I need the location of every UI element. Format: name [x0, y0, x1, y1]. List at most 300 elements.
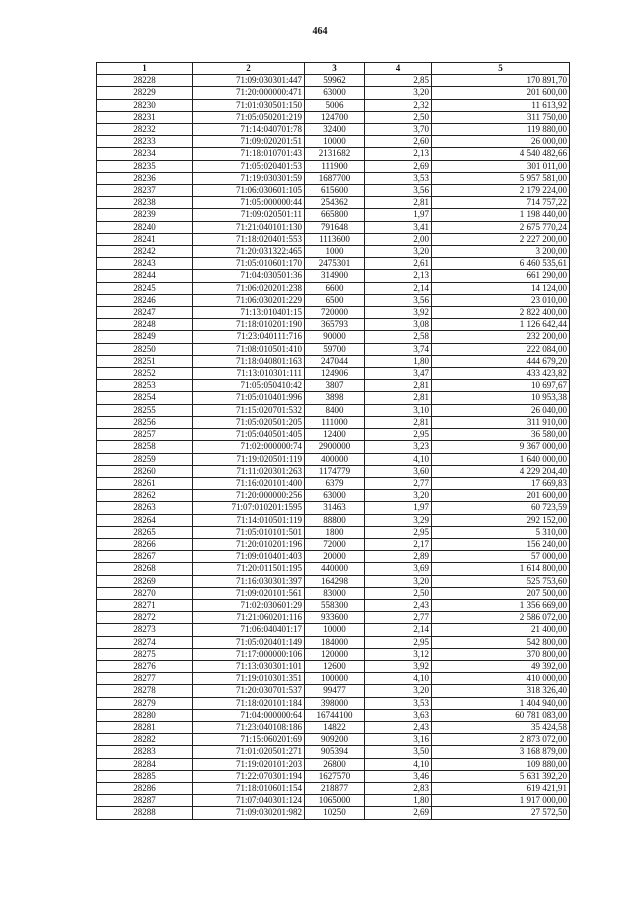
area-cell: 1065000: [305, 795, 365, 807]
area-cell: 440000: [305, 563, 365, 575]
cadastral-number-cell: 71:02:000000:74: [193, 441, 305, 453]
area-cell: 218877: [305, 782, 365, 794]
record-number-cell: 28288: [97, 807, 193, 819]
area-cell: 63000: [305, 87, 365, 99]
rate-cell: 3,47: [365, 368, 432, 380]
amount-cell: 1 404 940,00: [432, 697, 570, 709]
column-header-5: 5: [432, 63, 570, 75]
record-number-cell: 28256: [97, 416, 193, 428]
cadastral-number-cell: 71:06:030201:229: [193, 294, 305, 306]
table-row: [97, 404, 570, 416]
table-row: [97, 343, 570, 355]
area-cell: 5006: [305, 99, 365, 111]
rate-cell: 3,20: [365, 490, 432, 502]
record-number-cell: 28261: [97, 477, 193, 489]
table-row: [97, 87, 570, 99]
amount-cell: 311 910,00: [432, 416, 570, 428]
record-number-cell: 28257: [97, 429, 193, 441]
area-cell: 20000: [305, 551, 365, 563]
table-row: [97, 599, 570, 611]
amount-cell: 444 679,20: [432, 355, 570, 367]
cadastral-number-cell: 71:01:030501:150: [193, 99, 305, 111]
cadastral-number-cell: 71:05:010101:501: [193, 526, 305, 538]
cadastral-number-cell: 71:18:010701:43: [193, 148, 305, 160]
rate-cell: 3,56: [365, 185, 432, 197]
area-cell: 1174779: [305, 465, 365, 477]
rate-cell: 3,74: [365, 343, 432, 355]
rate-cell: 3,16: [365, 734, 432, 746]
area-cell: 665800: [305, 209, 365, 221]
record-number-cell: 28262: [97, 490, 193, 502]
area-cell: 1113600: [305, 233, 365, 245]
rate-cell: 3,23: [365, 441, 432, 453]
cadastral-number-cell: 71:07:010201:1595: [193, 502, 305, 514]
cadastral-number-cell: 71:02:030601:29: [193, 599, 305, 611]
cadastral-number-cell: 71:09:030301:447: [193, 75, 305, 87]
amount-cell: 301 011,00: [432, 160, 570, 172]
amount-cell: 222 084,00: [432, 343, 570, 355]
record-number-cell: 28252: [97, 368, 193, 380]
record-number-cell: 28242: [97, 246, 193, 258]
amount-cell: 36 580,00: [432, 429, 570, 441]
amount-cell: 26 040,00: [432, 404, 570, 416]
cadastral-number-cell: 71:21:040101:130: [193, 221, 305, 233]
area-cell: 720000: [305, 307, 365, 319]
amount-cell: 57 000,00: [432, 551, 570, 563]
cadastral-number-cell: 71:05:010401:996: [193, 392, 305, 404]
area-cell: 83000: [305, 587, 365, 599]
column-header-1: 1: [97, 63, 193, 75]
record-number-cell: 28272: [97, 612, 193, 624]
column-header-2: 2: [193, 63, 305, 75]
amount-cell: 10 697,67: [432, 380, 570, 392]
table-row: [97, 319, 570, 331]
area-cell: 365793: [305, 319, 365, 331]
cadastral-number-cell: 71:19:020501:119: [193, 453, 305, 465]
rate-cell: 3,92: [365, 307, 432, 319]
amount-cell: 119 880,00: [432, 124, 570, 136]
record-number-cell: 28265: [97, 526, 193, 538]
record-number-cell: 28282: [97, 734, 193, 746]
table-row: [97, 770, 570, 782]
table-row: [97, 148, 570, 160]
rate-cell: 2,43: [365, 721, 432, 733]
amount-cell: 60 723,59: [432, 502, 570, 514]
rate-cell: 3,53: [365, 172, 432, 184]
cadastral-number-cell: 71:16:030301:397: [193, 575, 305, 587]
area-cell: 2475301: [305, 258, 365, 270]
rate-cell: 2,61: [365, 258, 432, 270]
record-number-cell: 28270: [97, 587, 193, 599]
record-number-cell: 28244: [97, 270, 193, 282]
amount-cell: 311 750,00: [432, 111, 570, 123]
amount-cell: 410 000,00: [432, 673, 570, 685]
area-cell: 12600: [305, 660, 365, 672]
table-row: [97, 258, 570, 270]
record-number-cell: 28275: [97, 648, 193, 660]
amount-cell: 619 421,91: [432, 782, 570, 794]
amount-cell: 27 572,50: [432, 807, 570, 819]
cadastral-number-cell: 71:11:020301:263: [193, 465, 305, 477]
record-number-cell: 28260: [97, 465, 193, 477]
record-number-cell: 28277: [97, 673, 193, 685]
table-row: [97, 648, 570, 660]
area-cell: 3898: [305, 392, 365, 404]
amount-cell: 232 200,00: [432, 331, 570, 343]
rate-cell: 3,50: [365, 746, 432, 758]
cadastral-number-cell: 71:20:031322:465: [193, 246, 305, 258]
table-row: [97, 368, 570, 380]
amount-cell: 14 124,00: [432, 282, 570, 294]
table-row: [97, 551, 570, 563]
cadastral-number-cell: 71:05:040501:405: [193, 429, 305, 441]
cadastral-number-cell: 71:14:010501:119: [193, 514, 305, 526]
table-row: [97, 514, 570, 526]
amount-cell: 26 000,00: [432, 136, 570, 148]
area-cell: 90000: [305, 331, 365, 343]
record-number-cell: 28254: [97, 392, 193, 404]
cadastral-number-cell: 71:14:040701:78: [193, 124, 305, 136]
cadastral-number-cell: 71:20:010201:196: [193, 538, 305, 550]
rate-cell: 1,80: [365, 355, 432, 367]
amount-cell: 370 800,00: [432, 648, 570, 660]
table-row: [97, 294, 570, 306]
cadastral-number-cell: 71:15:060201:69: [193, 734, 305, 746]
table-row: [97, 563, 570, 575]
table-row: [97, 380, 570, 392]
record-number-cell: 28248: [97, 319, 193, 331]
area-cell: 1627570: [305, 770, 365, 782]
record-number-cell: 28285: [97, 770, 193, 782]
table-row: [97, 172, 570, 184]
amount-cell: 714 757,22: [432, 197, 570, 209]
rate-cell: 3,56: [365, 294, 432, 306]
cadastral-number-cell: 71:20:030701:537: [193, 685, 305, 697]
cadastral-number-cell: 71:21:060201:116: [193, 612, 305, 624]
rate-cell: 2,89: [365, 551, 432, 563]
rate-cell: 2,00: [365, 233, 432, 245]
record-number-cell: 28266: [97, 538, 193, 550]
cadastral-number-cell: 71:09:010401:403: [193, 551, 305, 563]
record-number-cell: 28250: [97, 343, 193, 355]
rate-cell: 2,17: [365, 538, 432, 550]
rate-cell: 2,14: [365, 282, 432, 294]
record-number-cell: 28237: [97, 185, 193, 197]
amount-cell: 109 880,00: [432, 758, 570, 770]
area-cell: 124906: [305, 368, 365, 380]
record-number-cell: 28287: [97, 795, 193, 807]
rate-cell: 2,77: [365, 477, 432, 489]
amount-cell: 292 152,00: [432, 514, 570, 526]
table-row: [97, 636, 570, 648]
table-row: [97, 246, 570, 258]
area-cell: 8400: [305, 404, 365, 416]
cadastral-number-cell: 71:09:020501:11: [193, 209, 305, 221]
table-row: [97, 465, 570, 477]
cadastral-number-cell: 71:13:030301:101: [193, 660, 305, 672]
amount-cell: 2 179 224,00: [432, 185, 570, 197]
cadastral-number-cell: 71:05:050410:42: [193, 380, 305, 392]
area-cell: 6379: [305, 477, 365, 489]
amount-cell: 433 423,82: [432, 368, 570, 380]
area-cell: 2131682: [305, 148, 365, 160]
record-number-cell: 28239: [97, 209, 193, 221]
area-cell: 2900000: [305, 441, 365, 453]
record-number-cell: 28278: [97, 685, 193, 697]
record-number-cell: 28251: [97, 355, 193, 367]
table-row: [97, 111, 570, 123]
rate-cell: 1,97: [365, 502, 432, 514]
registry-table: [96, 62, 570, 820]
cadastral-number-cell: 71:01:020501:271: [193, 746, 305, 758]
rate-cell: 2,43: [365, 599, 432, 611]
record-number-cell: 28241: [97, 233, 193, 245]
cadastral-number-cell: 71:18:040801:163: [193, 355, 305, 367]
amount-cell: 21 400,00: [432, 624, 570, 636]
cadastral-number-cell: 71:06:020201:238: [193, 282, 305, 294]
rate-cell: 2,83: [365, 782, 432, 794]
record-number-cell: 28280: [97, 709, 193, 721]
rate-cell: 2,81: [365, 392, 432, 404]
record-number-cell: 28243: [97, 258, 193, 270]
table-row: [97, 441, 570, 453]
table-header-row: [97, 63, 570, 75]
rate-cell: 4,10: [365, 453, 432, 465]
table-row: [97, 502, 570, 514]
amount-cell: 60 781 083,00: [432, 709, 570, 721]
area-cell: 933600: [305, 612, 365, 624]
record-number-cell: 28249: [97, 331, 193, 343]
table-row: [97, 587, 570, 599]
cadastral-number-cell: 71:06:030601:105: [193, 185, 305, 197]
amount-cell: 23 010,00: [432, 294, 570, 306]
rate-cell: 4,10: [365, 673, 432, 685]
cadastral-number-cell: 71:08:010501:410: [193, 343, 305, 355]
rate-cell: 2,60: [365, 136, 432, 148]
table-body: [97, 75, 570, 819]
amount-cell: 1 198 440,00: [432, 209, 570, 221]
record-number-cell: 28245: [97, 282, 193, 294]
area-cell: 6600: [305, 282, 365, 294]
rate-cell: 3,70: [365, 124, 432, 136]
table-row: [97, 233, 570, 245]
amount-cell: 4 540 482,66: [432, 148, 570, 160]
rate-cell: 2,13: [365, 148, 432, 160]
amount-cell: 5 631 392,20: [432, 770, 570, 782]
record-number-cell: 28236: [97, 172, 193, 184]
table-row: [97, 697, 570, 709]
cadastral-number-cell: 71:18:020401:553: [193, 233, 305, 245]
rate-cell: 1,97: [365, 209, 432, 221]
record-number-cell: 28238: [97, 197, 193, 209]
amount-cell: 4 229 204,40: [432, 465, 570, 477]
amount-cell: 2 873 072,00: [432, 734, 570, 746]
amount-cell: 5 310,00: [432, 526, 570, 538]
amount-cell: 318 326,40: [432, 685, 570, 697]
table-row: [97, 807, 570, 819]
table-row: [97, 209, 570, 221]
area-cell: 3807: [305, 380, 365, 392]
cadastral-number-cell: 71:05:020401:149: [193, 636, 305, 648]
rate-cell: 2,81: [365, 380, 432, 392]
rate-cell: 3,92: [365, 660, 432, 672]
cadastral-number-cell: 71:13:010401:15: [193, 307, 305, 319]
table-row: [97, 136, 570, 148]
area-cell: 1000: [305, 246, 365, 258]
record-number-cell: 28228: [97, 75, 193, 87]
record-number-cell: 28279: [97, 697, 193, 709]
area-cell: 63000: [305, 490, 365, 502]
cadastral-number-cell: 71:09:020101:561: [193, 587, 305, 599]
amount-cell: 10 953,38: [432, 392, 570, 404]
table-row: [97, 673, 570, 685]
column-header-4: 4: [365, 63, 432, 75]
rate-cell: 2,95: [365, 636, 432, 648]
area-cell: 10250: [305, 807, 365, 819]
table-row: [97, 575, 570, 587]
amount-cell: 201 600,00: [432, 490, 570, 502]
record-number-cell: 28263: [97, 502, 193, 514]
rate-cell: 2,69: [365, 807, 432, 819]
record-number-cell: 28267: [97, 551, 193, 563]
area-cell: 26800: [305, 758, 365, 770]
rate-cell: 3,53: [365, 697, 432, 709]
area-cell: 59962: [305, 75, 365, 87]
area-cell: 10000: [305, 136, 365, 148]
table-row: [97, 758, 570, 770]
cadastral-number-cell: 71:19:010301:351: [193, 673, 305, 685]
table-row: [97, 709, 570, 721]
rate-cell: 2,77: [365, 612, 432, 624]
area-cell: 12400: [305, 429, 365, 441]
table-row: [97, 355, 570, 367]
amount-cell: 1 356 669,00: [432, 599, 570, 611]
record-number-cell: 28231: [97, 111, 193, 123]
table-row: [97, 331, 570, 343]
record-number-cell: 28233: [97, 136, 193, 148]
area-cell: 400000: [305, 453, 365, 465]
cadastral-number-cell: 71:13:010301:111: [193, 368, 305, 380]
record-number-cell: 28264: [97, 514, 193, 526]
amount-cell: 9 367 000,00: [432, 441, 570, 453]
amount-cell: 201 600,00: [432, 87, 570, 99]
cadastral-number-cell: 71:05:020401:53: [193, 160, 305, 172]
rate-cell: 3,29: [365, 514, 432, 526]
record-number-cell: 28230: [97, 99, 193, 111]
table-row: [97, 221, 570, 233]
cadastral-number-cell: 71:05:050201:219: [193, 111, 305, 123]
amount-cell: 5 957 581,00: [432, 172, 570, 184]
rate-cell: 3,20: [365, 575, 432, 587]
amount-cell: 3 168 879,00: [432, 746, 570, 758]
area-cell: 164298: [305, 575, 365, 587]
record-number-cell: 28229: [97, 87, 193, 99]
cadastral-number-cell: 71:22:070301:194: [193, 770, 305, 782]
rate-cell: 2,81: [365, 197, 432, 209]
table-row: [97, 197, 570, 209]
record-number-cell: 28235: [97, 160, 193, 172]
cadastral-number-cell: 71:17:000000:106: [193, 648, 305, 660]
table-row: [97, 429, 570, 441]
record-number-cell: 28258: [97, 441, 193, 453]
rate-cell: 2,85: [365, 75, 432, 87]
amount-cell: 542 800,00: [432, 636, 570, 648]
amount-cell: 1 126 642,44: [432, 319, 570, 331]
record-number-cell: 28240: [97, 221, 193, 233]
amount-cell: 661 290,00: [432, 270, 570, 282]
amount-cell: 6 460 535,61: [432, 258, 570, 270]
area-cell: 1800: [305, 526, 365, 538]
rate-cell: 2,69: [365, 160, 432, 172]
table-row: [97, 660, 570, 672]
rate-cell: 3,20: [365, 87, 432, 99]
record-number-cell: 28284: [97, 758, 193, 770]
page-number: 464: [312, 26, 328, 37]
table-row: [97, 99, 570, 111]
record-number-cell: 28234: [97, 148, 193, 160]
rate-cell: 3,69: [365, 563, 432, 575]
table-row: [97, 490, 570, 502]
record-number-cell: 28273: [97, 624, 193, 636]
rate-cell: 3,12: [365, 648, 432, 660]
rate-cell: 3,46: [365, 770, 432, 782]
cadastral-number-cell: 71:05:000000:44: [193, 197, 305, 209]
area-cell: 247044: [305, 355, 365, 367]
table-row: [97, 160, 570, 172]
record-number-cell: 28283: [97, 746, 193, 758]
area-cell: 124700: [305, 111, 365, 123]
rate-cell: 1,80: [365, 795, 432, 807]
rate-cell: 3,20: [365, 246, 432, 258]
amount-cell: 170 891,70: [432, 75, 570, 87]
area-cell: 1687700: [305, 172, 365, 184]
table-row: [97, 721, 570, 733]
area-cell: 88800: [305, 514, 365, 526]
area-cell: 905394: [305, 746, 365, 758]
area-cell: 10000: [305, 624, 365, 636]
amount-cell: 49 392,00: [432, 660, 570, 672]
cadastral-number-cell: 71:09:030201:982: [193, 807, 305, 819]
column-header-3: 3: [305, 63, 365, 75]
record-number-cell: 28232: [97, 124, 193, 136]
amount-cell: 3 200,00: [432, 246, 570, 258]
amount-cell: 1 640 000,00: [432, 453, 570, 465]
area-cell: 16744100: [305, 709, 365, 721]
area-cell: 558300: [305, 599, 365, 611]
area-cell: 31463: [305, 502, 365, 514]
amount-cell: 207 500,00: [432, 587, 570, 599]
record-number-cell: 28276: [97, 660, 193, 672]
record-number-cell: 28271: [97, 599, 193, 611]
cadastral-number-cell: 71:19:030301:59: [193, 172, 305, 184]
cadastral-number-cell: 71:18:020101:184: [193, 697, 305, 709]
area-cell: 314900: [305, 270, 365, 282]
table-row: [97, 526, 570, 538]
table-row: [97, 746, 570, 758]
record-number-cell: 28253: [97, 380, 193, 392]
rate-cell: 2,81: [365, 416, 432, 428]
rate-cell: 3,63: [365, 709, 432, 721]
area-cell: 254362: [305, 197, 365, 209]
amount-cell: 2 822 400,00: [432, 307, 570, 319]
area-cell: 72000: [305, 538, 365, 550]
record-number-cell: 28247: [97, 307, 193, 319]
cadastral-number-cell: 71:05:020501:205: [193, 416, 305, 428]
amount-cell: 17 669,83: [432, 477, 570, 489]
rate-cell: 4,10: [365, 758, 432, 770]
cadastral-number-cell: 71:18:010201:190: [193, 319, 305, 331]
record-number-cell: 28274: [97, 636, 193, 648]
